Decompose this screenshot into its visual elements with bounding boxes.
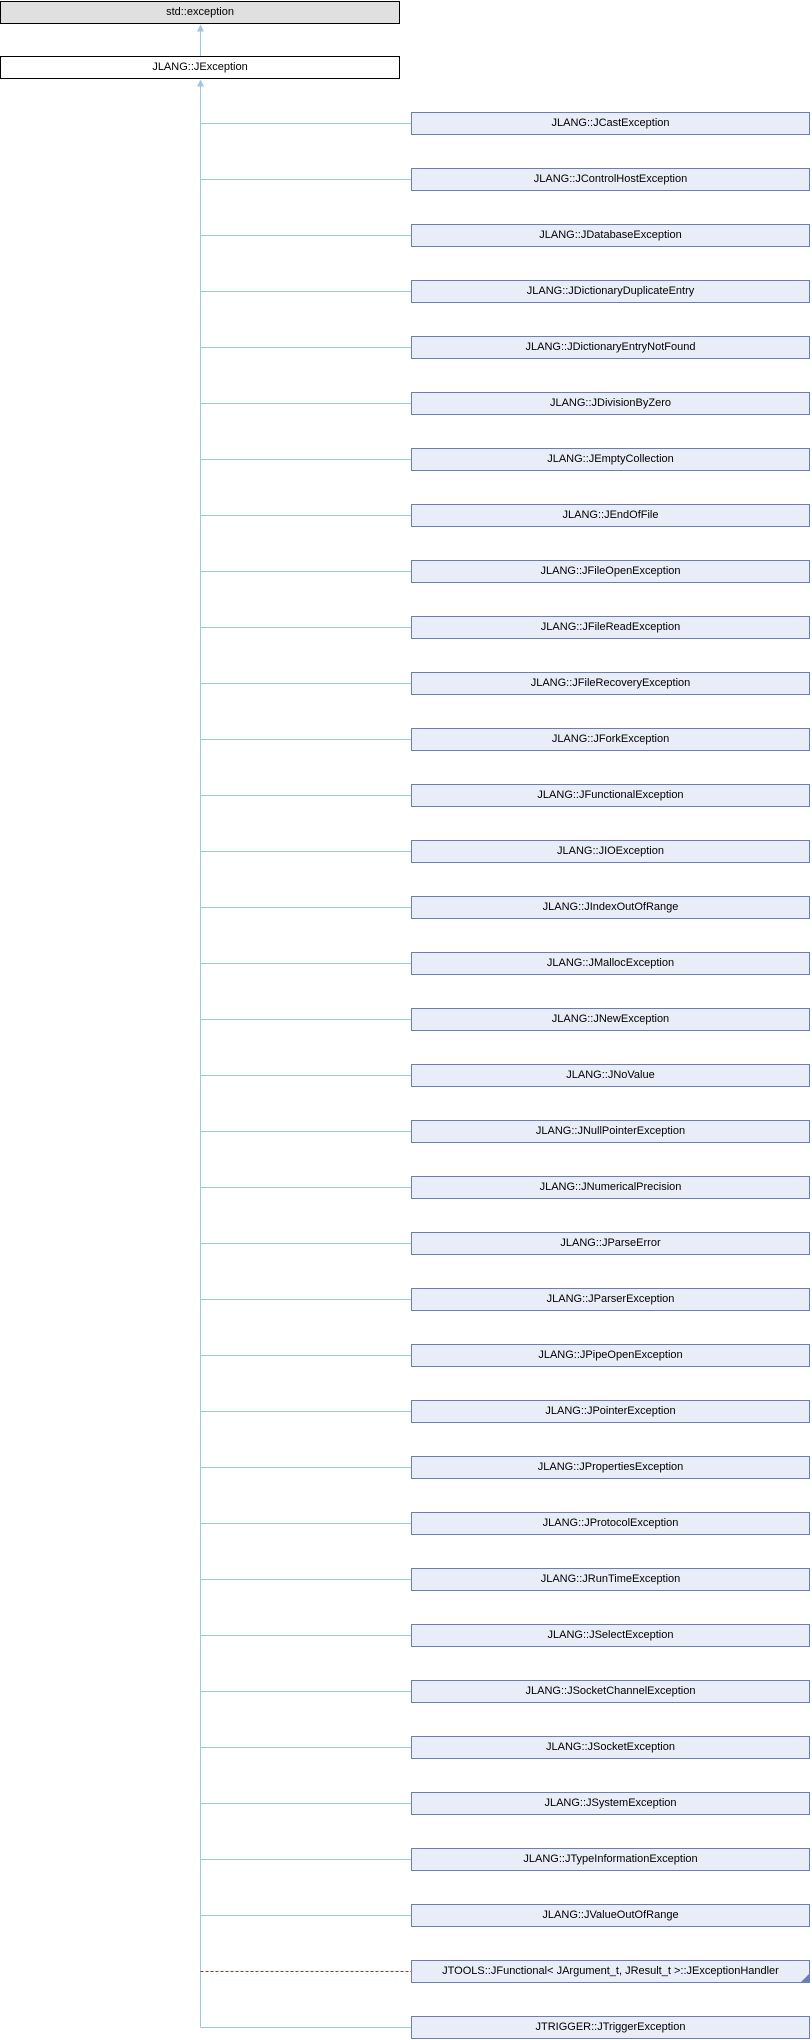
class-node[interactable] [411, 1960, 810, 1983]
class-name-label: JLANG::JValueOutOfRange [542, 1909, 679, 1921]
class-name-label: JLANG::JControlHostException [533, 173, 688, 185]
class-name-label: JLANG::JSocketChannelException [525, 1685, 696, 1697]
class-node[interactable] [411, 504, 810, 527]
class-node[interactable] [411, 1008, 810, 1031]
class-node[interactable] [411, 1624, 810, 1647]
class-name-label: JLANG::JCastException [551, 117, 670, 129]
class-node[interactable] [411, 952, 810, 975]
class-name-label: JLANG::JDivisionByZero [549, 397, 672, 409]
class-node[interactable] [411, 1232, 810, 1255]
class-name-label: JLANG::JFunctionalException [537, 789, 684, 801]
class-node[interactable] [411, 728, 810, 751]
class-name-label: JLANG::JEmptyCollection [547, 453, 674, 465]
class-node[interactable] [411, 784, 810, 807]
class-node[interactable] [411, 616, 810, 639]
class-node[interactable] [411, 1456, 810, 1479]
class-name-label: JLANG::JDictionaryEntryNotFound [525, 341, 696, 353]
class-name-label: JLANG::JTypeInformationException [523, 1853, 698, 1865]
class-node[interactable] [411, 1344, 810, 1367]
class-name-label: JLANG::JFileReadException [540, 621, 681, 633]
class-node[interactable] [411, 1736, 810, 1759]
class-name-label: JLANG::JParseError [560, 1237, 661, 1249]
class-node[interactable] [411, 1512, 810, 1535]
class-node-std-exception [0, 1, 400, 24]
class-name-label: JTRIGGER::JTriggerException [535, 2021, 686, 2033]
folded-corner-icon [801, 1974, 809, 1982]
class-name-label: JLANG::JSelectException [547, 1629, 674, 1641]
class-name-label: JLANG::JDatabaseException [539, 229, 682, 241]
class-name-label: JLANG::JNullPointerException [535, 1125, 686, 1137]
class-name-label: JLANG::JPipeOpenException [538, 1349, 683, 1361]
class-node[interactable] [411, 1568, 810, 1591]
class-name-label: JLANG::JRunTimeException [540, 1573, 681, 1585]
class-name-label: JLANG::JMallocException [546, 957, 675, 969]
class-name-label: JLANG::JSystemException [544, 1797, 677, 1809]
class-node[interactable] [411, 336, 810, 359]
class-node[interactable] [411, 448, 810, 471]
class-node[interactable] [411, 1680, 810, 1703]
class-node[interactable] [411, 1064, 810, 1087]
class-node[interactable] [411, 2016, 810, 2039]
class-node[interactable] [411, 280, 810, 303]
class-name-label: JLANG::JForkException [551, 733, 670, 745]
class-name-label: JLANG::JNumericalPrecision [539, 1181, 682, 1193]
class-node[interactable] [411, 224, 810, 247]
class-name-label: JLANG::JPropertiesException [537, 1461, 684, 1473]
class-node[interactable] [411, 1792, 810, 1815]
class-node[interactable] [411, 896, 810, 919]
class-node[interactable] [411, 1176, 810, 1199]
class-name-label: JLANG::JIOException [557, 845, 664, 857]
class-name-label: JLANG::JFileRecoveryException [530, 677, 691, 689]
arrowhead-icon [197, 25, 204, 32]
class-node[interactable] [411, 168, 810, 191]
class-name-label: JLANG::JPointerException [545, 1405, 676, 1417]
class-name-label: JLANG::JProtocolException [542, 1517, 679, 1529]
class-name-label: std::exception [166, 6, 234, 18]
class-node[interactable] [411, 1848, 810, 1871]
class-node[interactable] [411, 1288, 810, 1311]
class-name-label: JLANG::JIndexOutOfRange [542, 901, 679, 913]
arrowhead-icon [197, 80, 204, 87]
class-node[interactable] [411, 1400, 810, 1423]
class-name-label: JLANG::JDictionaryDuplicateEntry [526, 285, 695, 297]
class-node[interactable] [411, 1120, 810, 1143]
class-name-label: JLANG::JFileOpenException [540, 565, 681, 577]
class-node[interactable] [411, 1904, 810, 1927]
class-node[interactable] [411, 392, 810, 415]
class-name-label: JLANG::JParserException [546, 1293, 675, 1305]
class-node[interactable] [411, 840, 810, 863]
class-name-label: JLANG::JEndOfFile [562, 509, 659, 521]
class-name-label: JTOOLS::JFunctional< JArgument_t, JResult_t >::JExceptionHandler [442, 1965, 779, 1977]
class-node[interactable] [411, 560, 810, 583]
class-node[interactable] [411, 672, 810, 695]
class-name-label: JLANG::JNewException [551, 1013, 670, 1025]
class-name-label: JLANG::JSocketException [545, 1741, 675, 1753]
class-name-label: JLANG::JNoValue [566, 1069, 655, 1081]
class-name-label: JLANG::JException [152, 61, 248, 73]
class-node-jlang-jexception [0, 56, 400, 79]
class-node[interactable] [411, 112, 810, 135]
